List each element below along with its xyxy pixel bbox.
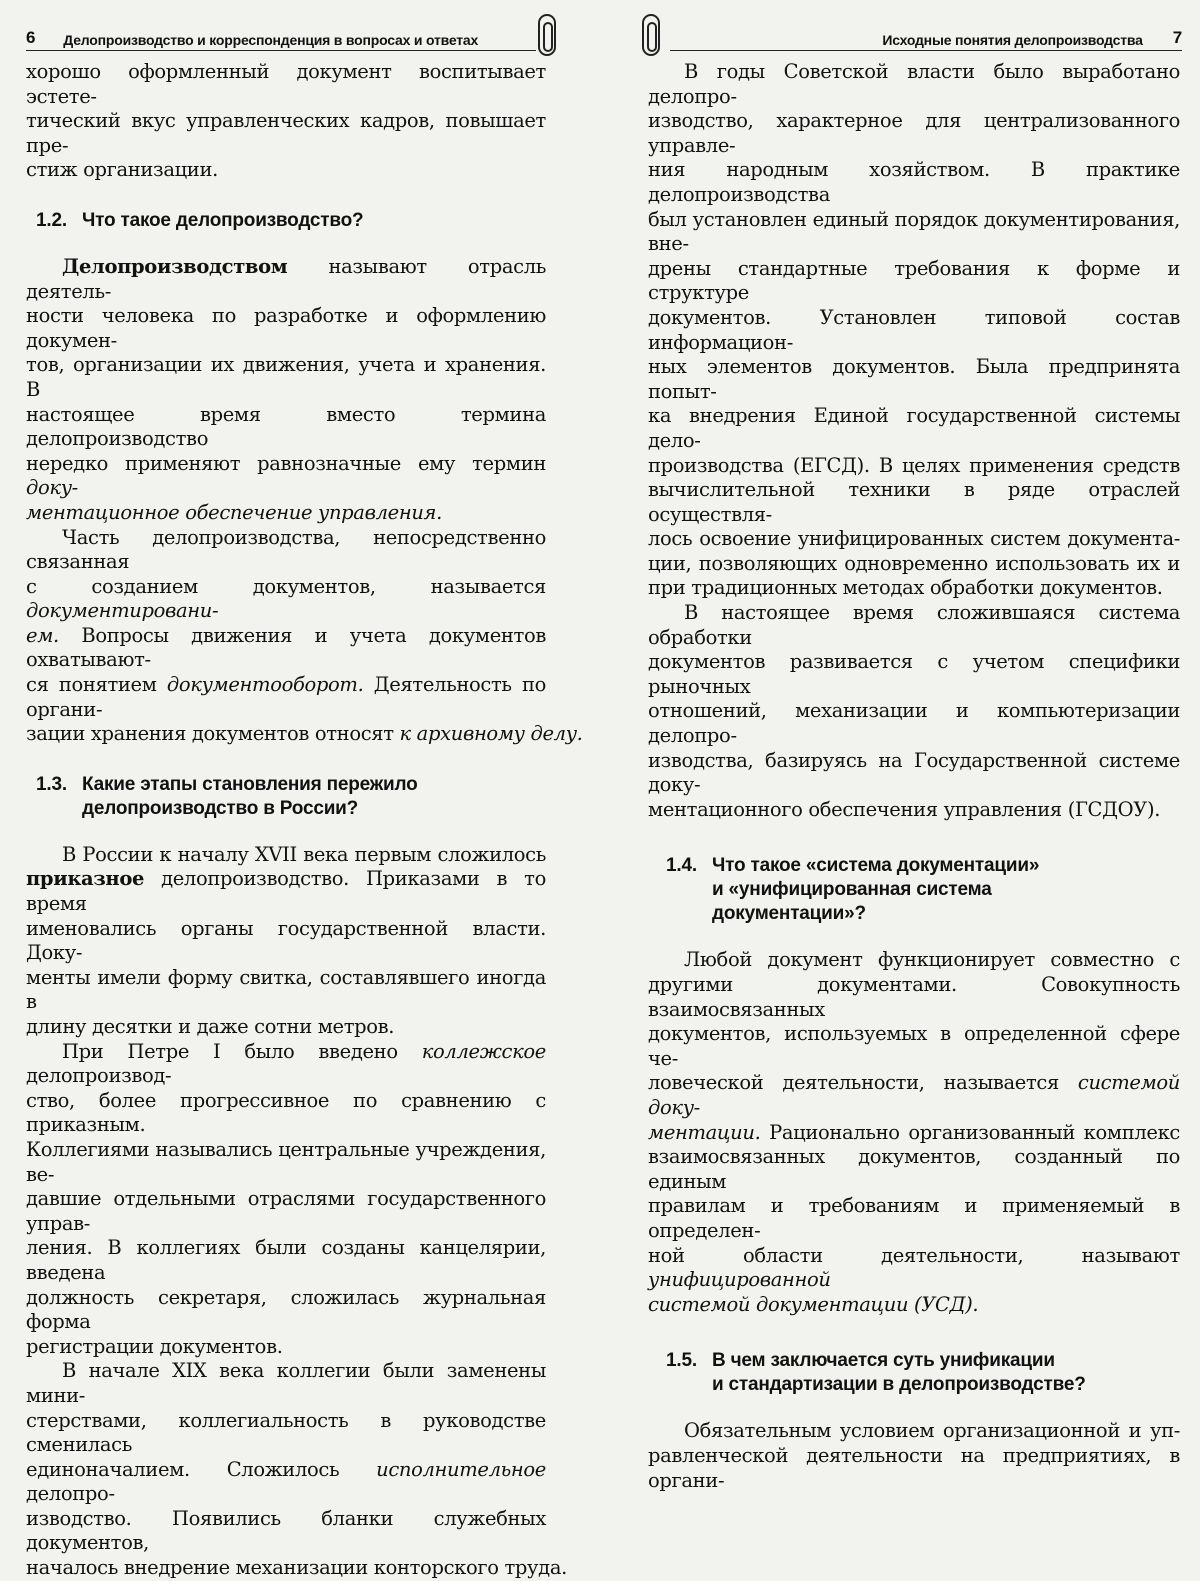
text-line: регистрации документов. xyxy=(26,1334,283,1358)
text-line: ка внедрения Единой государственной системы дело- xyxy=(648,404,1180,452)
text-line: при традиционных методах обработки документов. xyxy=(648,576,1163,600)
text-line: изводство. Появились бланки служебных документов, xyxy=(26,1506,546,1555)
text-line: ных элементов документов. Была предпринята попыт- xyxy=(648,355,1180,403)
text-line: должность секретаря, сложилась журнальная форма xyxy=(26,1285,546,1334)
text-line: ем. Вопросы движения и учета документов охватывают- xyxy=(26,623,546,672)
left-page-number: 6 xyxy=(26,28,36,47)
left-page xyxy=(0,0,600,1580)
text-line: настоящее время вместо термина делопроизводство xyxy=(26,402,546,451)
text-line: стерствами, коллегиальность в руководстве сменилась xyxy=(26,1408,546,1457)
text-line: системой документации (УСД). xyxy=(648,1292,979,1316)
text-line: ся понятием документооборот. Деятельность по органи- xyxy=(26,673,546,721)
text-line: хорошо оформленный документ воспитывает эстете- xyxy=(26,60,546,108)
left-head-rule xyxy=(26,50,536,51)
text-line: документов. Установлен типовой состав информацион- xyxy=(648,305,1180,354)
text-line: был установлен единый порядок документирования, вне- xyxy=(648,207,1180,256)
right-page-number: 7 xyxy=(1172,28,1182,47)
section-heading-1-5 xyxy=(648,1349,1180,1397)
section-title: Какие этапы становления пережило делопроизводство в России? xyxy=(82,773,418,819)
text-line: При Петре I было введено коллежское делопроизвод- xyxy=(26,1039,546,1088)
text-line: длину десятки и даже сотни метров. xyxy=(26,1015,395,1038)
right-running-title: Исходные понятия делопроизводства xyxy=(882,32,1143,48)
text-line: В России к началу XVII века первым сложилось xyxy=(62,842,546,866)
text-line: правилам и требованиям и применяемый в определен- xyxy=(648,1194,1180,1242)
section-title: В чем заключается суть унификации и стандартизации в делопроизводстве? xyxy=(712,1350,1086,1396)
section-number: 1.4. xyxy=(666,855,697,877)
section-title: Что такое «система документации» и «унифицированная система документации»? xyxy=(712,855,1040,925)
text-line: ментации. Рационально организованный комплекс xyxy=(648,1120,1180,1144)
section-title: Что такое делопроизводство? xyxy=(82,209,364,231)
section-heading-1-3 xyxy=(26,773,546,821)
text-line: Обязательным условием организационной и уп- xyxy=(684,1419,1180,1443)
section-number: 1.5. xyxy=(666,1350,697,1372)
text-line: давшие отдельными отраслями государственного управ- xyxy=(26,1187,546,1235)
text-line: ции, позволяющих одновременно использовать их и xyxy=(648,551,1180,575)
text-line: лось освоение унифицированных систем документа- xyxy=(648,527,1180,551)
text-line: изводство, характерное для централизованного управле- xyxy=(648,109,1180,157)
section-heading-1-2 xyxy=(26,209,546,233)
text-line: ловеческой деятельности, называется системой доку- xyxy=(648,1071,1180,1119)
text-line: равленческой деятельности на предприятиях, в органи- xyxy=(648,1443,1180,1492)
left-running-head xyxy=(26,14,542,48)
text-line: ния народным хозяйством. В практике делопроизводства xyxy=(648,158,1180,206)
section-heading-1-4 xyxy=(648,854,1180,926)
text-line: началось внедрение механизации конторского труда. xyxy=(26,1556,567,1580)
left-body-text xyxy=(26,60,583,1581)
text-line: ство, более прогрессивное по сравнению с приказным. xyxy=(26,1088,546,1137)
text-line: нередко применяют равнозначные ему термин доку- xyxy=(26,451,546,500)
text-line: отношений, механизации и компьютеризации делопро- xyxy=(648,699,1180,748)
text-line: другими документами. Совокупность взаимосвязанных xyxy=(648,973,1180,1021)
text-line: стиж организации. xyxy=(26,158,218,182)
text-line: документов, используемых в определенной сфере че- xyxy=(648,1022,1180,1070)
text-line: тов, организации их движения, учета и хранения. В xyxy=(26,353,546,401)
text-line: менты имели форму свитка, составлявшего иногда в xyxy=(26,965,546,1014)
section-number: 1.3. xyxy=(36,773,67,795)
text-line: ментационное обеспечение управления. xyxy=(26,500,442,524)
bold-term: Делопроизводством xyxy=(62,254,288,278)
right-head-rule xyxy=(670,50,1182,51)
text-line: В годы Советской власти было выработано делопро- xyxy=(648,60,1180,108)
text-line: ности человека по разработке и оформлению докумен- xyxy=(26,304,546,352)
text-line: производства (ЕГСД). В целях применения средств xyxy=(648,453,1180,477)
right-page xyxy=(600,0,1200,1492)
text-line: зации хранения документов относят к архивному делу. xyxy=(26,722,583,746)
right-body-text xyxy=(648,60,1180,1493)
text-line: вычислительной техники в ряде отраслей осуществля- xyxy=(648,478,1180,526)
text-line: Часть делопроизводства, непосредственно связанная xyxy=(26,525,546,574)
text-line: взаимосвязанных документов, созданный по единым xyxy=(648,1145,1180,1193)
text-line: ления. В коллегиях были созданы канцелярии, введена xyxy=(26,1236,546,1284)
paperclip-icon xyxy=(538,14,556,56)
text-line: ментационного обеспечения управления (ГСДОУ). xyxy=(648,797,1161,821)
text-line: ной области деятельности, называют унифицированной xyxy=(648,1243,1180,1292)
section-number: 1.2. xyxy=(36,209,67,231)
text-line: тический вкус управленческих кадров, повышает пре- xyxy=(26,109,546,157)
text-line: Любой документ функционирует совместно с xyxy=(684,948,1180,972)
text-line: В настоящее время сложившаяся система обработки xyxy=(648,601,1180,649)
text-line: приказное делопроизводство. Приказами в то время xyxy=(26,867,546,916)
text-line: документов развивается с учетом специфики рыночных xyxy=(648,650,1180,698)
text-line: дрены стандартные требования к форме и структуре xyxy=(648,256,1180,305)
text-line: с созданием документов, называется документировани- xyxy=(26,574,546,623)
text-line: В начале XIX века коллегии были заменены мини- xyxy=(26,1359,546,1407)
text-line: именовались органы государственной власти. Доку- xyxy=(26,916,546,965)
text-line: Делопроизводством называют отрасль деятель- xyxy=(26,254,546,303)
right-running-head xyxy=(640,14,1182,48)
left-running-title: Делопроизводство и корреспонденция в вопросах и ответах xyxy=(63,32,479,48)
text-line: изводства, базируясь на Государственной системе доку- xyxy=(648,748,1180,797)
text-line: единоначалием. Сложилось исполнительное делопро- xyxy=(26,1457,546,1506)
text-line: Коллегиями назывались центральные учреждения, ве- xyxy=(26,1137,546,1186)
